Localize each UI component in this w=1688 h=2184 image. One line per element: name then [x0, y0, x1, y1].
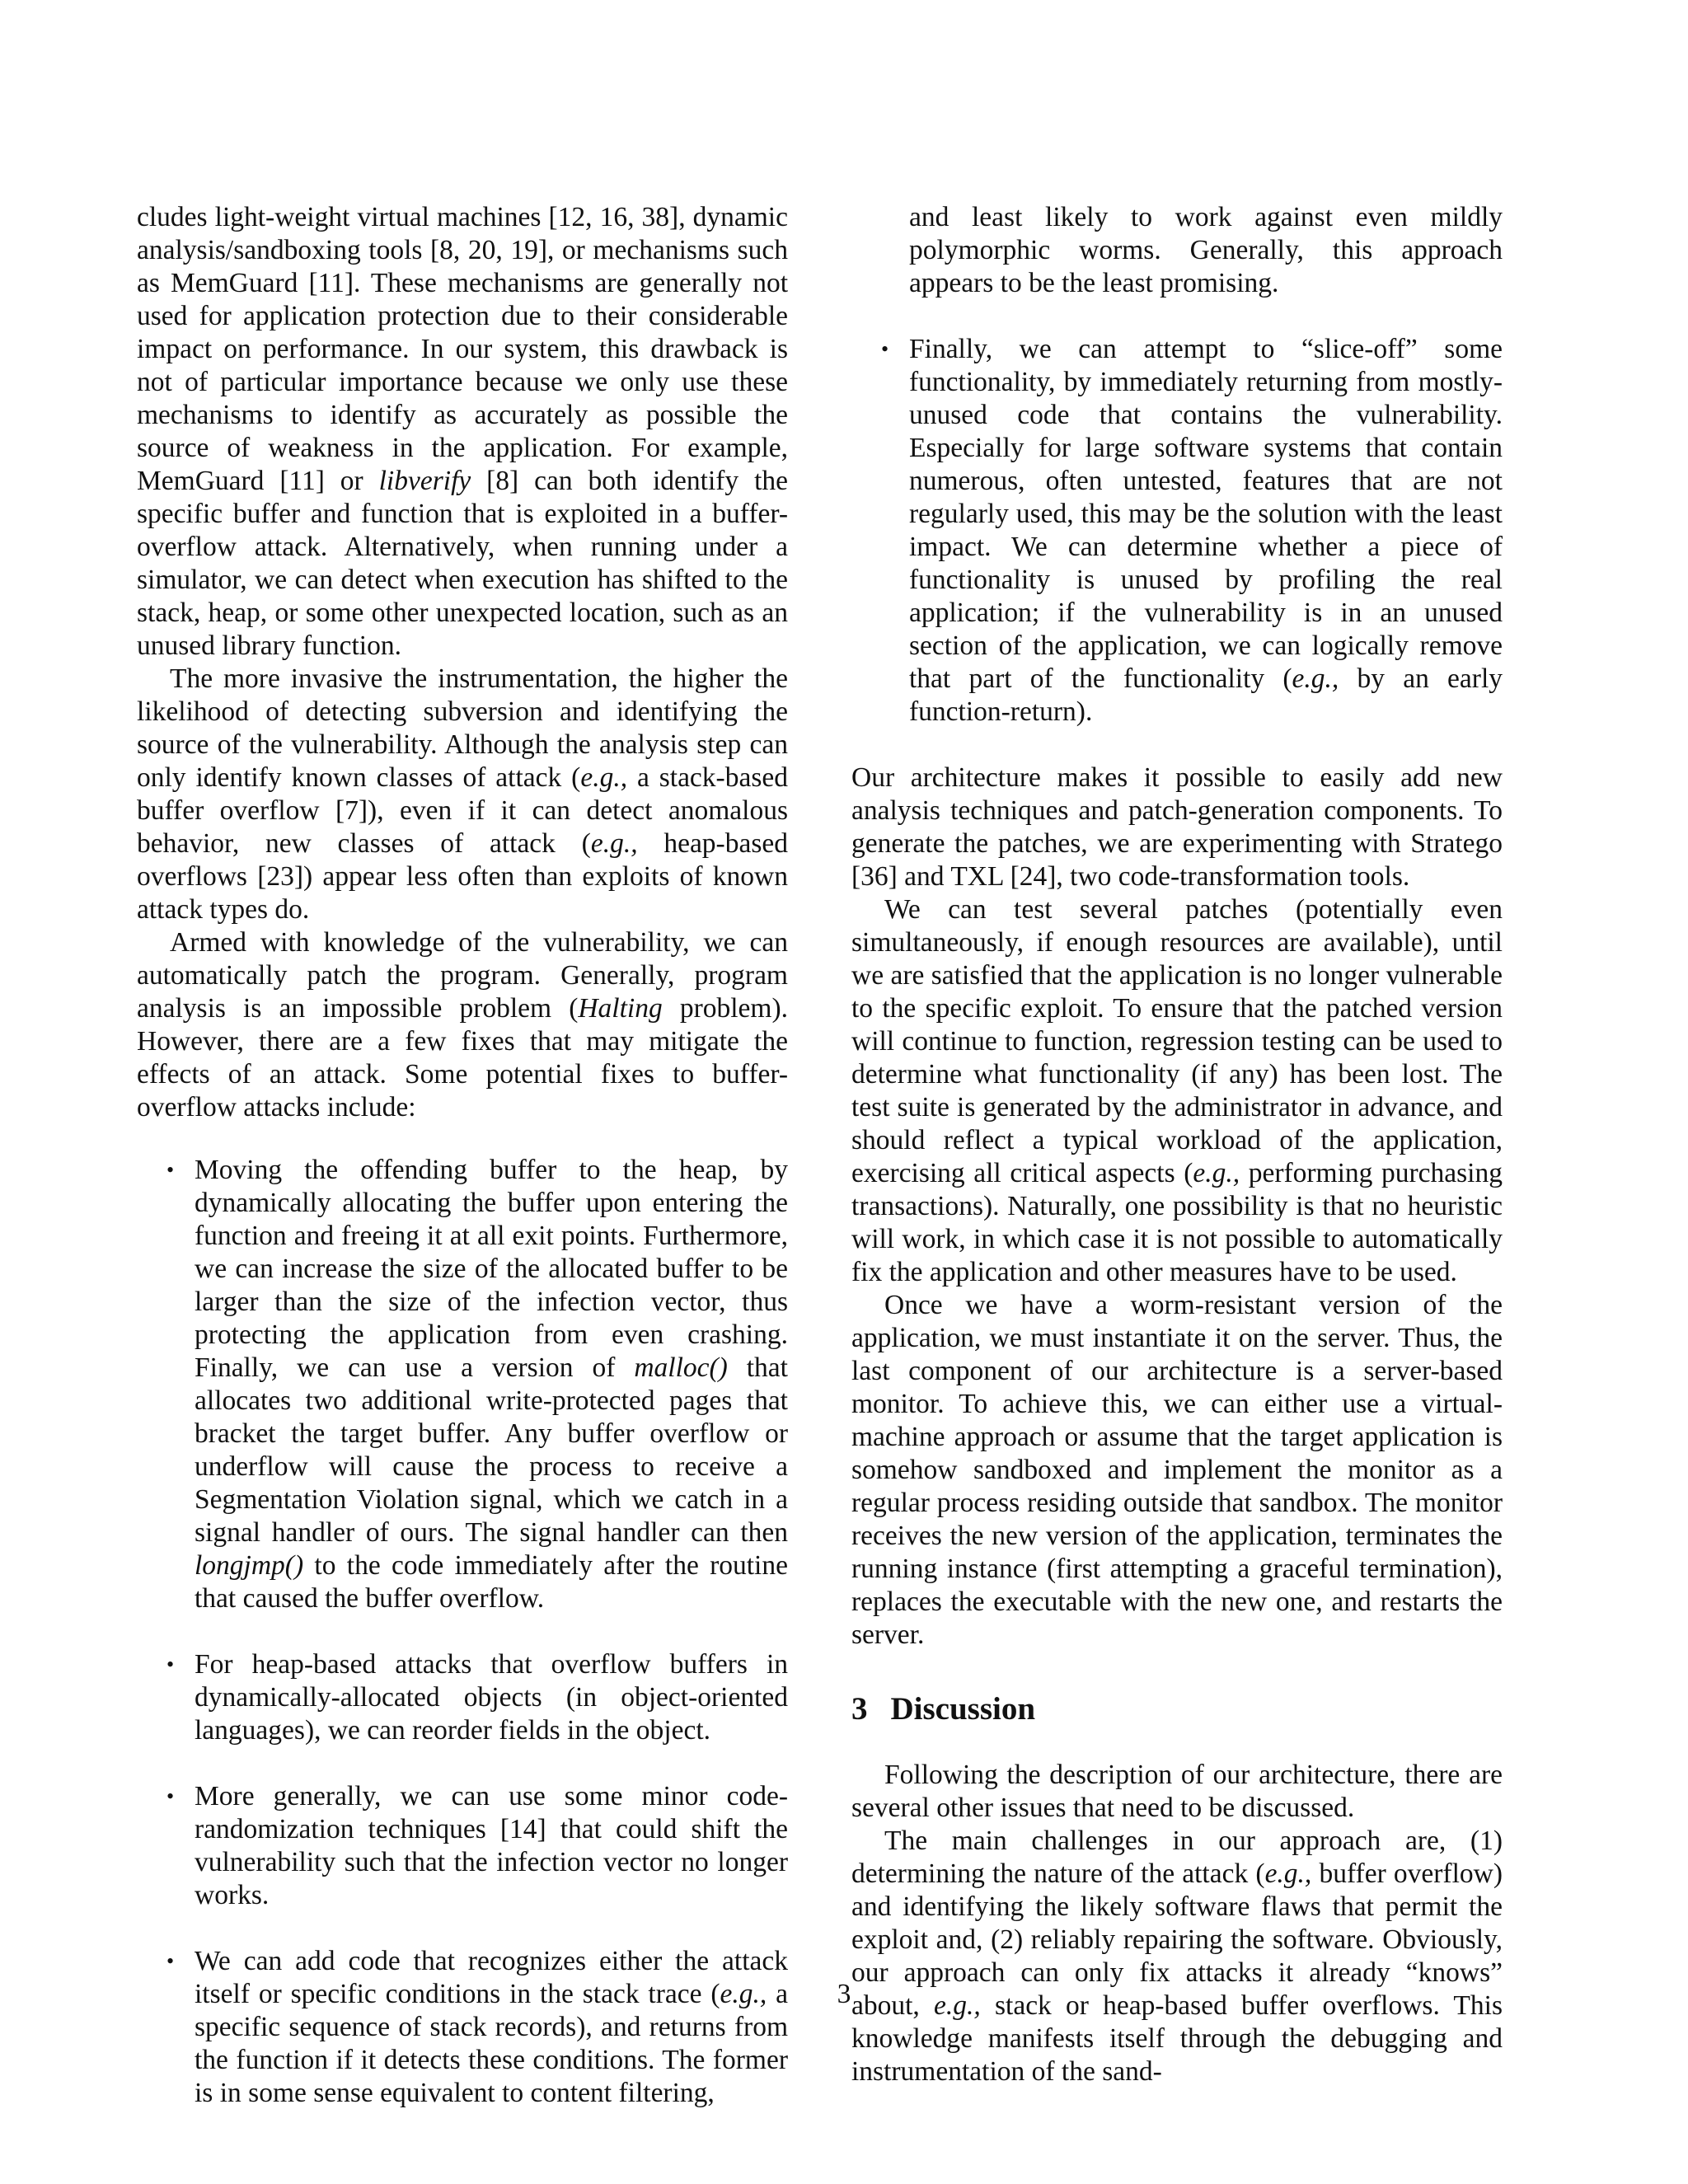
section-title: Discussion: [890, 1691, 1036, 1727]
paragraph-architecture: Our architecture makes it possible to easily add new analysis techniques and patch-generation components. To generate the patches, we are experimenting with Stratego [36] and TXL [24], two code-transformation tools.: [851, 762, 1503, 892]
paragraph-testing: We can test several patches (potentially even simultaneously, if enough resources are available), until we are satisfied that the application is no longer vulnerable to the specific exploit. To ensure that the patched version will continue to function, regression testing can be used to determine what functionality (if any) has been lost. The test suite is generated by the administrator in advance, and should reflect a typical workload of the application, exercising all critical aspects (e.g., performing purchasing transactions). Naturally, one possibility is that no heuristic will work, in which case it is not possible to automatically fix the application and other measures have to be used.: [851, 894, 1503, 1287]
section-heading: [851, 1690, 1503, 1729]
list-item: • Finally, we can attempt to “slice-off” some functionality, by immediately returning from mostly-unused code that contains the vulnerability. Especially for large software systems that contain numerous, often untested, features that are not regularly used, this may be the solution with the least impact. We can determine whether a piece of functionality is unused by profiling the real application; if the vulnerability is in an unused section of the application, we can logically remove that part of the functionality (e.g., by an early function-return).: [881, 334, 1503, 727]
list-item: • Moving the offending buffer to the heap, by dynamically allocating the buffer upon entering the function and freeing it at all exit points. Furthermore, we can increase the size of the allocated buffer to be larger than the size of the infection vector, thus protecting the application from even crashing. Finally, we can use a version of malloc() that allocates two additional write-protected pages that bracket the target buffer. Any buffer overflow or underflow will cause the process to receive a Segmentation Violation signal, which we catch in a signal handler of ours. The signal handler can then longjmp() to the code immediately after the routine that caused the buffer overflow.: [166, 1155, 788, 1614]
section-number: 3: [851, 1691, 868, 1727]
bullet-icon: •: [166, 1158, 175, 1182]
fix-list-continued: [851, 201, 1503, 729]
fix-list: [137, 1154, 788, 2110]
paragraph-challenges: The main challenges in our approach are, (1) determining the nature of the attack (e.g., buffer overflow) and identifying the likely software flaws that permit the exploit and, (2) reliably repairing the software. Obviously, our approach can only fix attacks it already “knows” about, e.g., stack or heap-based buffer overflows. This knowledge manifests itself through the debugging and instrumentation of the sand-: [851, 1825, 1503, 2087]
list-item-continued: and least likely to work against even mildly polymorphic worms. Generally, this approach appears to be the least promising.: [909, 202, 1503, 298]
left-column: [137, 201, 788, 2110]
paragraph-monitor: Once we have a worm-resistant version of the application, we must instantiate it on the server. Thus, the last component of our architecture is a server-based monitor. To achieve this, we can either use a virtual-machine approach or assume that the target application is somehow sandboxed and implement the monitor as a regular process residing outside that sandbox. The monitor receives the new version of the application, terminates the running instance (first attempting a graceful termination), replaces the executable with the new one, and restarts the server.: [851, 1290, 1503, 1650]
list-item: • We can add code that recognizes either the attack itself or specific conditions in the stack trace (e.g., a specific sequence of stack records), and returns from the function if it detects these conditions. The former is in some sense equivalent to content filtering,: [166, 1946, 788, 2108]
bullet-icon: •: [166, 1949, 175, 1973]
list-item: • More generally, we can use some minor code-randomization techniques [14] that could shift the vulnerability such that the infection vector no longer works.: [166, 1781, 788, 1910]
bullet-icon: •: [166, 1784, 175, 1808]
paragraph-discussion-intro: Following the description of our architecture, there are several other issues that need to be discussed.: [851, 1760, 1503, 1823]
paragraph-instrumentation: The more invasive the instrumentation, the higher the likelihood of detecting subversion and identifying the source of the vulnerability. Although the analysis step can only identify known classes of attack (e.g., a stack-based buffer overflow [7]), even if it can detect anomalous behavior, new classes of attack (e.g., heap-based overflows [23]) appear less often than exploits of known attack types do.: [137, 663, 788, 925]
bullet-icon: •: [881, 337, 889, 361]
right-column: [851, 201, 1503, 2088]
page-number: 3: [837, 1979, 851, 2009]
bullet-icon: •: [166, 1652, 175, 1676]
paragraph-continued: cludes light-weight virtual machines [12, 16, 38], dynamic analysis/sandboxing tools [8, 20, 19], or mechanisms such as MemGuard [11]. These mechanisms are generally not used for application protection due to their considerable impact on performance. In our system, this drawback is not of particular importance because we only use these mechanisms to identify as accurately as possible the source of weakness in the application. For example, MemGuard [11] or libverify [8] can both identify the specific buffer and function that is exploited in a buffer-overflow attack. Alternatively, when running under a simulator, we can detect when execution has shifted to the stack, heap, or some other unexpected location, such as an unused library function.: [137, 202, 789, 661]
paragraph-patching: Armed with knowledge of the vulnerability, we can automatically patch the program. Generally, program analysis is an impossible problem (Halting problem). However, there are a few fixes that may mitigate the effects of an attack. Some potential fixes to buffer-overflow attacks include:: [137, 927, 789, 1122]
list-item: • For heap-based attacks that overflow buffers in dynamically-allocated objects (in object-oriented languages), we can reorder fields in the object.: [166, 1649, 788, 1746]
